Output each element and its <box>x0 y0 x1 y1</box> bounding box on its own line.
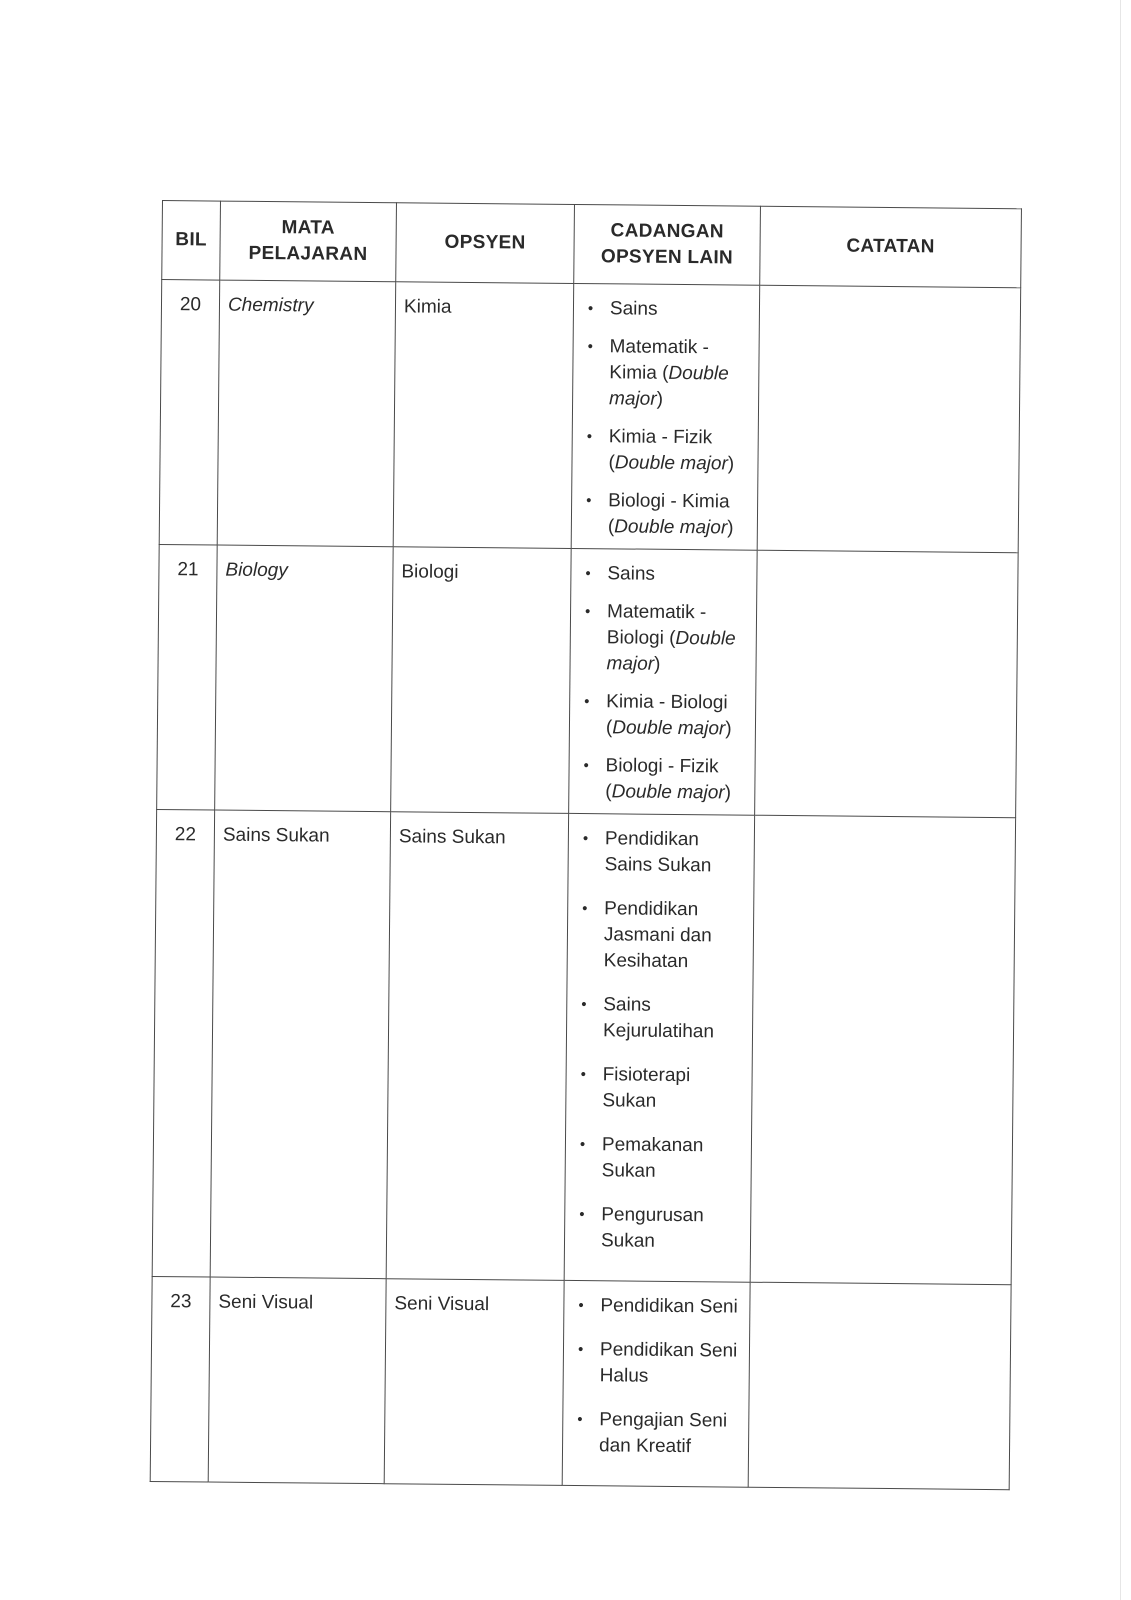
bullet-icon: • <box>584 693 590 711</box>
cell-bil: 23 <box>150 1276 210 1482</box>
bullet-icon: • <box>583 757 589 775</box>
list-item <box>572 1337 741 1391</box>
list-item <box>582 296 751 324</box>
list-item <box>581 334 751 414</box>
list-item-end: ) <box>656 388 664 410</box>
list-item <box>580 488 749 542</box>
list-item-text: Matematik - Biologi ( <box>606 601 707 649</box>
list-item-italic: Double major <box>614 516 728 539</box>
table-row <box>150 1276 1011 1489</box>
header-mata-pelajaran: MATA PELAJARAN <box>220 201 397 282</box>
list-item <box>573 1202 742 1256</box>
subject-options-table <box>150 200 1022 1490</box>
table-row <box>152 809 1015 1284</box>
cell-bil: 21 <box>157 544 218 810</box>
bullet-icon: • <box>578 1297 584 1315</box>
bullet-icon: • <box>580 1066 586 1084</box>
list-item-text: Pengurusan Sukan <box>600 1204 704 1252</box>
list-item-italic: Double major <box>611 781 725 804</box>
cell-cadangan <box>571 283 760 550</box>
cadangan-list <box>571 1293 742 1461</box>
page-edge-line <box>1120 0 1121 1600</box>
cell-cadangan <box>569 548 758 815</box>
bullet-icon: • <box>581 996 587 1014</box>
list-item <box>578 599 748 679</box>
bullet-icon: • <box>585 565 591 583</box>
cell-bil: 22 <box>152 809 214 1277</box>
cell-catatan <box>757 285 1021 552</box>
bullet-icon: • <box>582 830 589 848</box>
cell-mata-pelajaran: Chemistry <box>217 280 396 547</box>
list-item-end: ) <box>725 718 732 740</box>
list-item-text: Matematik - Kimia ( <box>609 336 709 384</box>
list-item <box>578 689 747 743</box>
cadangan-list <box>573 826 746 1256</box>
cell-bil: 20 <box>159 280 220 546</box>
cell-opsyen: Sains Sukan <box>386 812 568 1281</box>
list-item-end: ) <box>727 453 735 475</box>
list-item-text: Sains Kejurulatihan <box>602 994 715 1043</box>
cell-opsyen: Biologi <box>391 547 572 814</box>
bullet-icon: • <box>587 338 593 356</box>
list-item-end: ) <box>724 782 732 804</box>
list-item-italic: Double major <box>614 452 728 475</box>
cell-opsyen: Seni Visual <box>384 1279 564 1486</box>
cell-mata-pelajaran: Sains Sukan <box>210 810 390 1279</box>
header-bil: BIL <box>162 201 221 281</box>
cell-catatan <box>750 815 1015 1284</box>
bullet-icon: • <box>582 900 588 918</box>
cell-cadangan <box>564 813 754 1282</box>
bullet-icon: • <box>586 492 592 510</box>
table-row <box>157 544 1019 817</box>
cell-cadangan <box>562 1280 750 1487</box>
list-item-italic: Double major <box>612 717 726 740</box>
table-header-row <box>162 201 1022 288</box>
cell-mata-pelajaran: Seni Visual <box>208 1277 386 1484</box>
list-item-text: Pendidikan Seni Halus <box>599 1339 738 1387</box>
bullet-icon: • <box>579 1136 586 1154</box>
list-item-text: Sains <box>607 563 656 585</box>
bullet-icon: • <box>586 428 593 446</box>
list-item <box>577 826 746 880</box>
bullet-icon: • <box>577 1341 584 1359</box>
list-item <box>571 1407 740 1461</box>
list-item-text: Kimia - Biologi ( <box>605 691 728 739</box>
header-catatan: CATATAN <box>760 206 1022 288</box>
list-item-end: ) <box>653 653 661 675</box>
header-cadangan: CADANGAN OPSYEN LAIN <box>574 204 761 285</box>
bullet-icon: • <box>579 1206 585 1224</box>
list-item <box>574 1062 743 1116</box>
header-opsyen: OPSYEN <box>396 203 575 284</box>
bullet-icon: • <box>577 1411 583 1429</box>
list-item-text: Biologi - Fizik ( <box>605 755 719 803</box>
list-item-end: ) <box>727 517 734 539</box>
cell-catatan <box>755 550 1019 817</box>
list-item <box>577 753 746 807</box>
list-item <box>574 1132 743 1186</box>
cell-opsyen: Kimia <box>393 282 574 549</box>
table-row <box>159 280 1021 553</box>
cell-catatan <box>748 1282 1011 1489</box>
bullet-icon: • <box>584 603 591 621</box>
list-item-text: Fisioterapi Sukan <box>602 1064 691 1112</box>
list-item <box>579 561 748 589</box>
list-item-text: Pendidikan Jasmani dan Kesihatan <box>603 898 712 973</box>
list-item-text: Biologi - Kimia ( <box>607 490 730 538</box>
list-item-text: Pengajian Seni dan Kreatif <box>598 1409 728 1458</box>
list-item-text: Pendidikan Sains Sukan <box>604 828 712 877</box>
cell-mata-pelajaran: Biology <box>215 545 394 812</box>
bullet-icon: • <box>587 300 594 318</box>
list-item <box>572 1293 741 1321</box>
cadangan-list <box>577 561 748 807</box>
list-item-text: Pendidikan Seni <box>600 1295 738 1318</box>
list-item <box>576 896 746 976</box>
list-item-text: Sains <box>609 298 658 320</box>
cadangan-list <box>580 296 751 542</box>
list-item-italic: Double major <box>606 627 736 675</box>
list-item-text: Pemakanan Sukan <box>601 1134 704 1182</box>
list-item-text: Kimia - Fizik ( <box>608 426 713 474</box>
list-item <box>580 424 749 478</box>
list-item <box>575 992 744 1046</box>
list-item-italic: Double major <box>609 362 729 410</box>
